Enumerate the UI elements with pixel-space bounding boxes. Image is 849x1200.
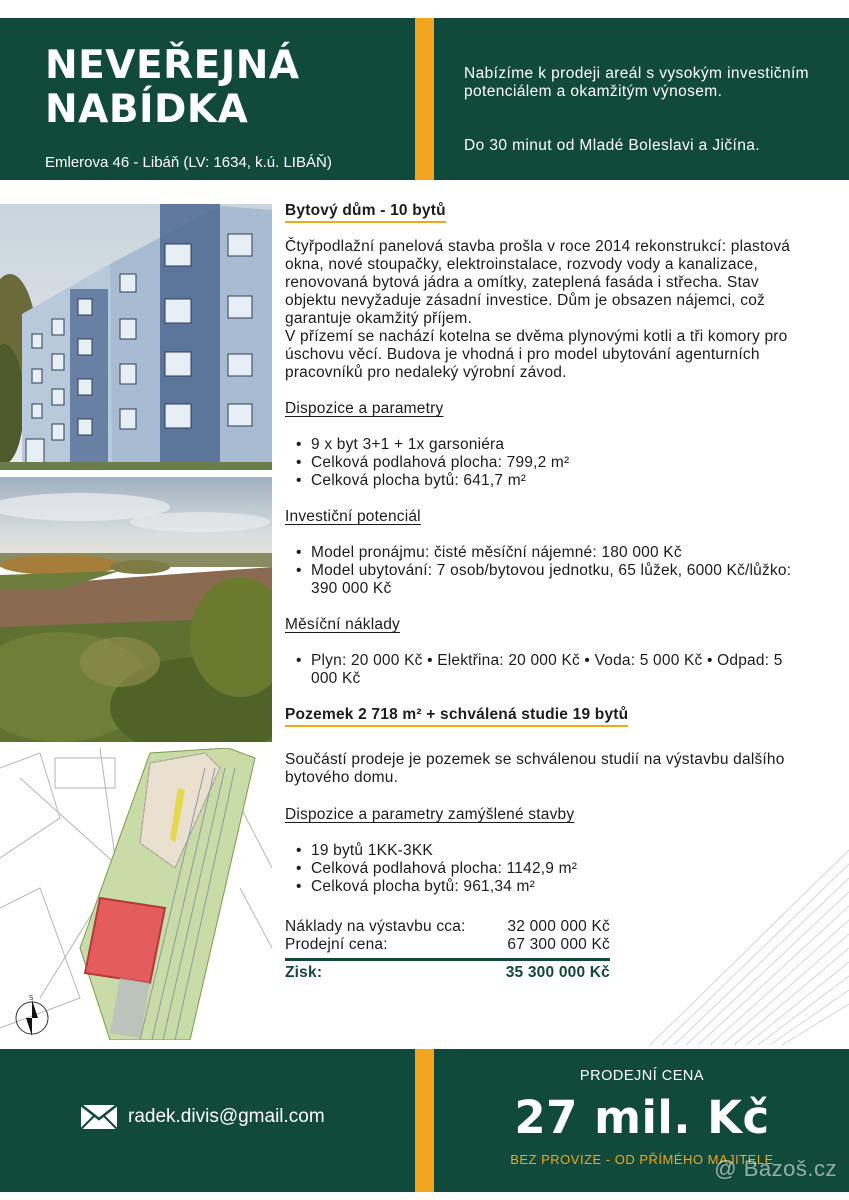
building-description: Čtyřpodlažní panelová stavba prošla v roce 2014 rekonstrukcí: plastová okna, nové stoupačky, elektroinstalace, rozvody vody a kanalizace, renovovaná bytová jádra a omítky, zateplená fasáda i střecha. Stav objektu nevyžaduje zásadní investice. Dům je obsazen nájemci, což garantuje okamžitý příjem.	[285, 238, 791, 327]
investment-list	[285, 544, 810, 598]
field-photo	[0, 477, 272, 742]
financial-summary	[285, 918, 610, 982]
investment-subtitle: Investiční potenciál	[285, 508, 421, 525]
header-banner	[0, 18, 849, 180]
construction-cost-value: 32 000 000 Kč	[507, 918, 610, 935]
profit-row	[285, 964, 610, 982]
price-label: PRODEJNÍ CENA	[579, 1068, 705, 1084]
contact-email[interactable]	[80, 1104, 325, 1130]
sale-price-row	[285, 936, 610, 954]
envelope-icon	[80, 1104, 118, 1130]
list-item: • Celková podlahová plocha: 1142,9 m²	[285, 860, 810, 878]
svg-text:S: S	[29, 994, 34, 1002]
property-address: Emlerova 46 - Libáň (LV: 1634, k.ú. LIBÁŇ)	[45, 154, 332, 171]
profit-value: 35 300 000 Kč	[505, 964, 610, 981]
sale-price-value: 67 300 000 Kč	[507, 936, 610, 953]
list-item: • Plyn: 20 000 Kč • Elektřina: 20 000 Kč • Voda: 5 000 Kč • Odpad: 5 000 Kč	[285, 652, 810, 688]
header-accent-stripe	[415, 18, 434, 180]
distance-text: Do 30 minut od Mladé Boleslavi a Jičína.	[464, 137, 761, 154]
page-title	[45, 44, 300, 132]
summary-divider	[285, 958, 610, 961]
construction-cost-row	[285, 918, 610, 936]
list-item: • 19 bytů 1KK-3KK	[285, 842, 810, 860]
profit-label: Zisk:	[285, 964, 323, 981]
list-item: • Model pronájmu: čisté měsíční nájemné: 180 000 Kč	[285, 544, 810, 562]
title-line-2: NABÍDKA	[45, 87, 249, 132]
list-item: • Model ubytování: 7 osob/bytovou jednotku, 65 lůžek, 6000 Kč/lůžko: 390 000 Kč	[285, 562, 810, 598]
building-photo	[0, 204, 272, 470]
list-item: • Celková podlahová plocha: 799,2 m²	[285, 454, 810, 472]
list-item: • Celková plocha bytů: 641,7 m²	[285, 472, 810, 490]
watermark: @ Bazoš.cz	[714, 1156, 837, 1181]
title-line-1: NEVEŘEJNÁ	[45, 43, 300, 88]
monthly-costs-list	[285, 652, 810, 688]
price-value: 27 mil. Kč	[514, 1091, 770, 1144]
building-description-2: V přízemí se nachází kotelna se dvěma plynovými kotli a tři komory pro úschovu věcí. Budova je vhodná i pro model ubytování agenturních pracovníků pro nedaleký výrobní závod.	[285, 328, 788, 381]
footer-banner	[0, 1049, 849, 1192]
list-item: • 9 x byt 3+1 + 1x garsoniéra	[285, 436, 810, 454]
list-item: • Celková plocha bytů: 961,34 m²	[285, 878, 810, 896]
planned-layout-subtitle: Dispozice a parametry zamýšlené stavby	[285, 806, 575, 823]
price-note: BEZ PROVIZE - OD PŘÍMÉHO MAJITELE	[510, 1152, 774, 1167]
email-address[interactable]: radek.divis@gmail.com	[128, 1106, 325, 1127]
monthly-costs-subtitle: Měsíční náklady	[285, 616, 400, 633]
sale-price-label: Prodejní cena:	[285, 936, 388, 953]
site-plan-drawing	[0, 748, 272, 1040]
land-section-title: Pozemek 2 718 m² + schválená studie 19 bytů	[285, 706, 628, 727]
construction-cost-label: Náklady na výstavbu cca:	[285, 918, 466, 935]
decorative-lines	[650, 830, 849, 1045]
footer-accent-stripe	[415, 1049, 434, 1192]
layout-list	[285, 436, 810, 490]
layout-subtitle: Dispozice a parametry	[285, 400, 444, 417]
building-section-title: Bytový dům - 10 bytů	[285, 202, 446, 223]
land-description: Součástí prodeje je pozemek se schválenou studií na výstavbu dalšího bytového domu.	[285, 751, 785, 786]
intro-text: Nabízíme k prodeji areál s vysokým investičním potenciálem a okamžitým výnosem.	[464, 65, 809, 100]
